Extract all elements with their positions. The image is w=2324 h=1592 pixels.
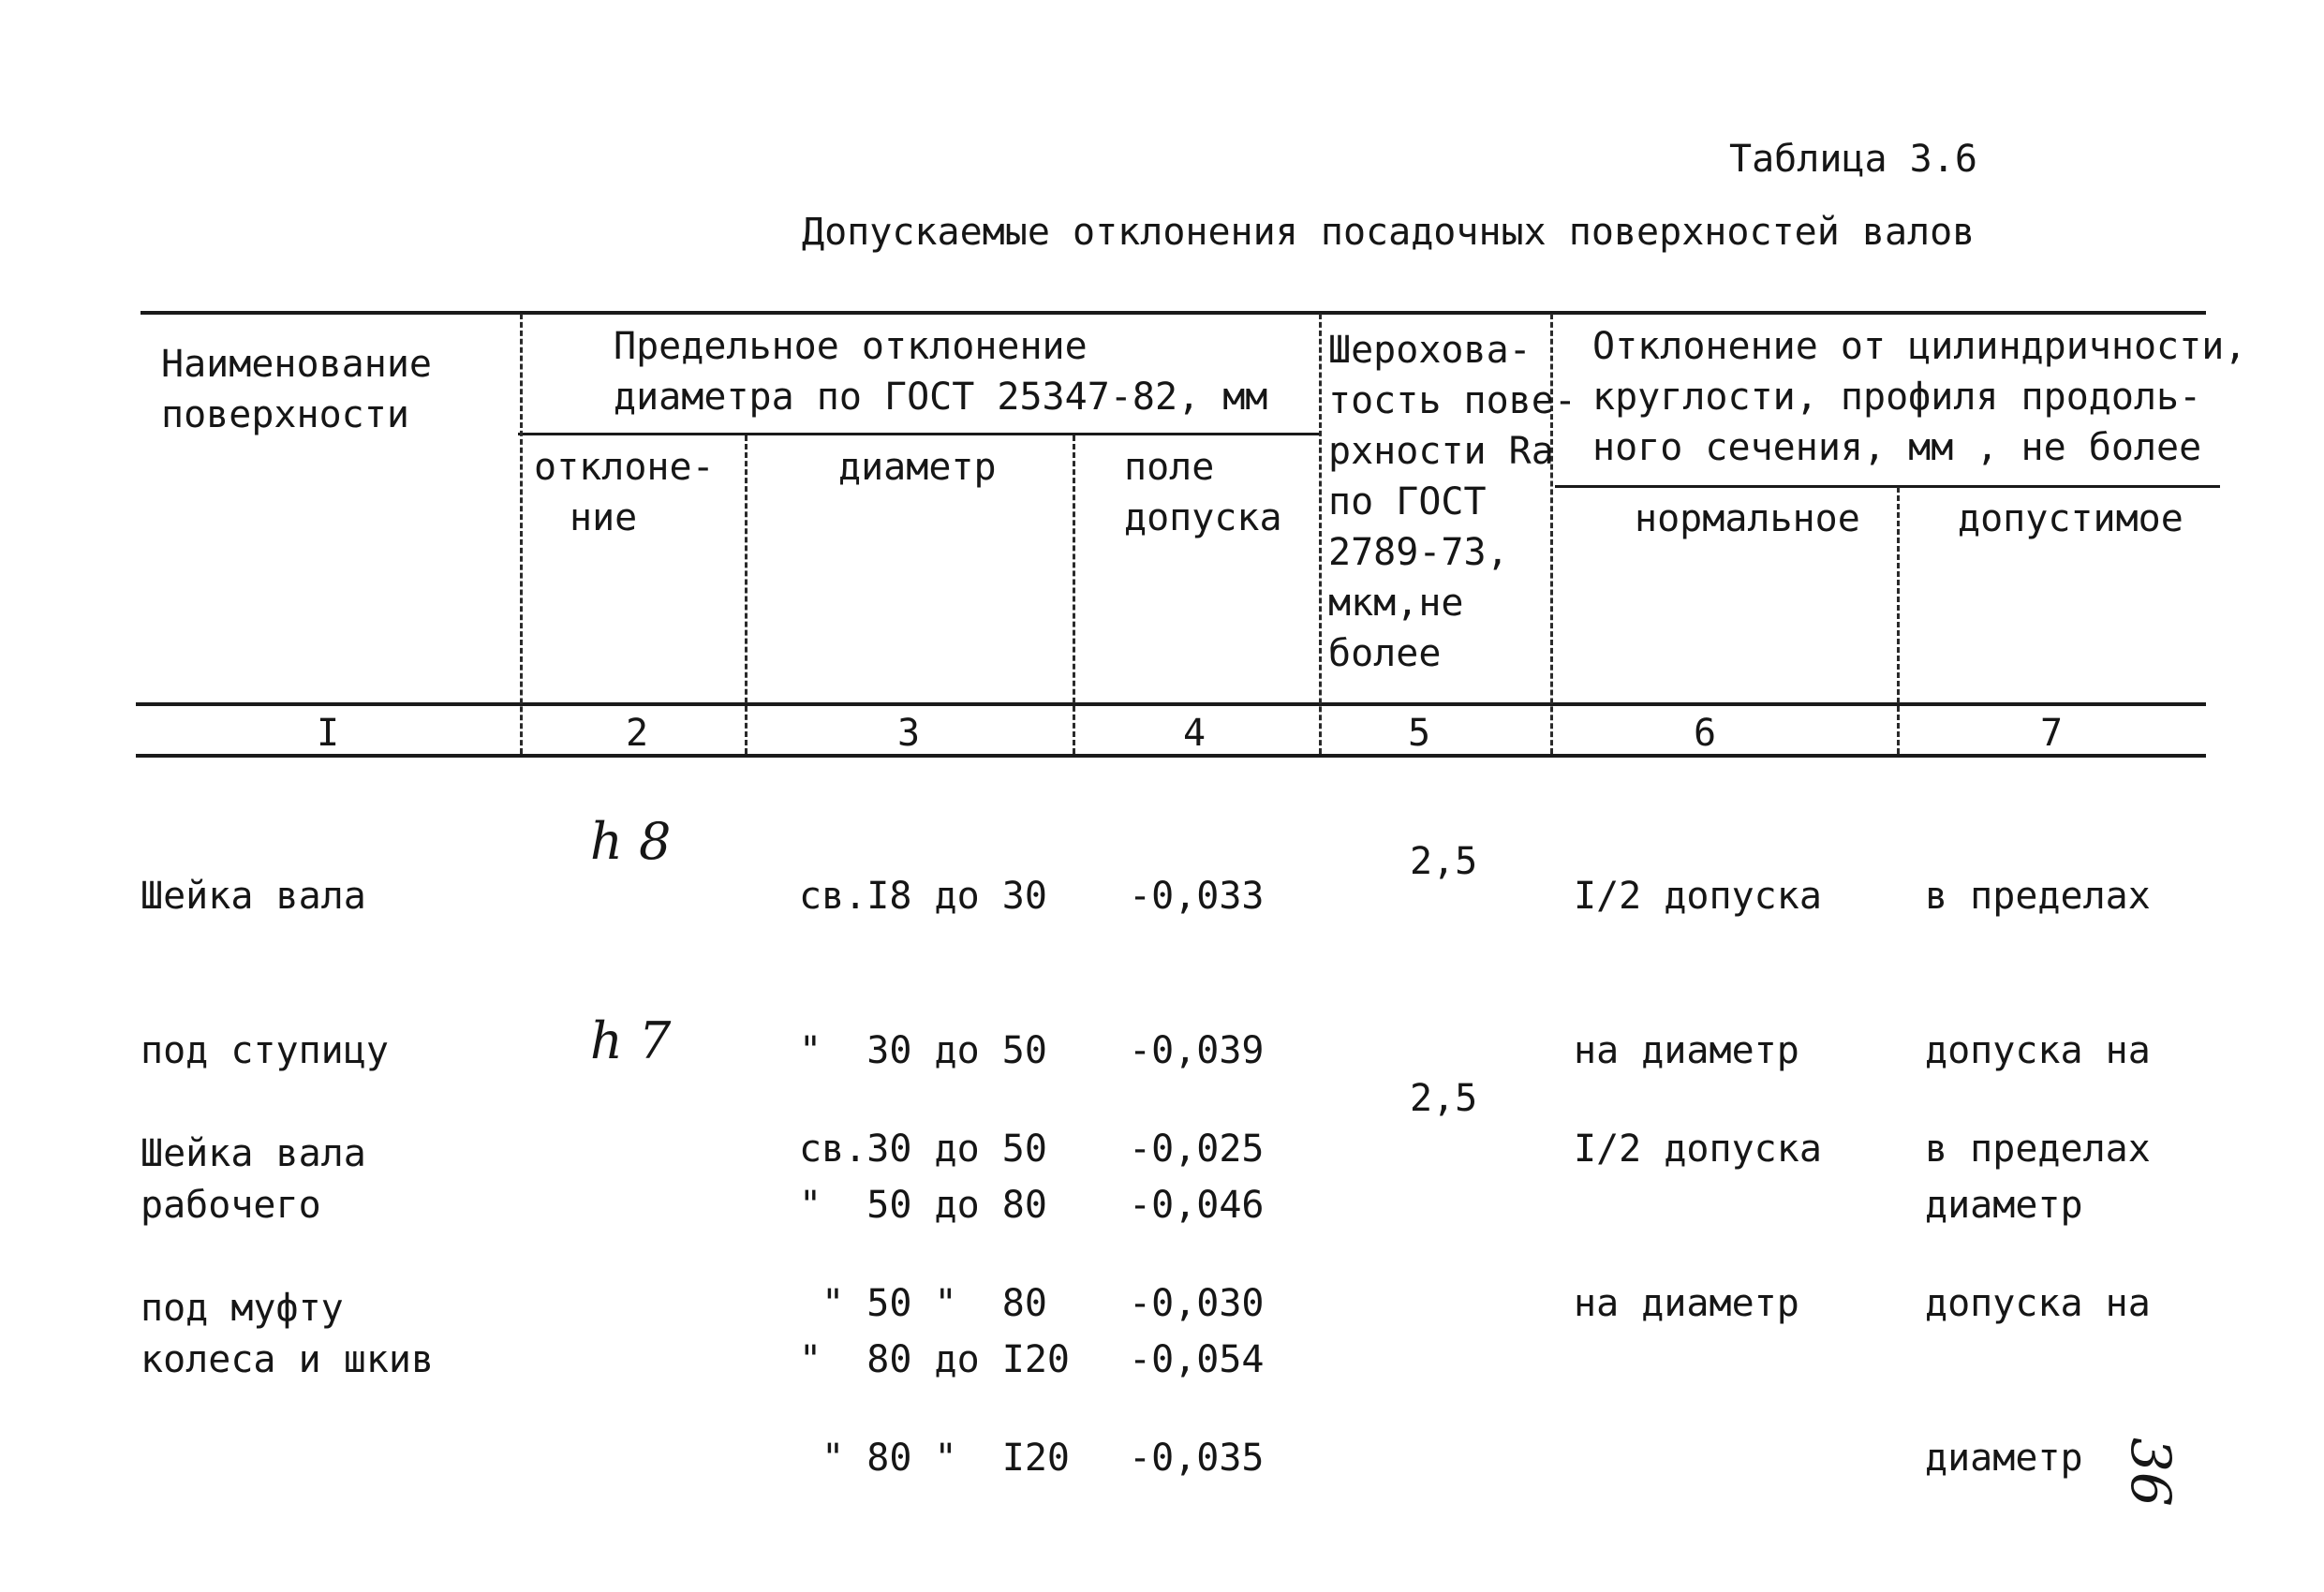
separator-col4: [1319, 314, 1322, 754]
cell-line: -0,054: [1129, 1338, 1265, 1381]
separator-col6: [1897, 487, 1900, 754]
cell-line: допуска на: [1925, 1029, 2151, 1072]
column-number: 2: [625, 712, 649, 755]
header-tolerance-field: [1124, 442, 1282, 543]
table-row-2-name: [141, 1025, 366, 1386]
header-normal: нормальное: [1635, 497, 1860, 540]
header-cylindricity-group: [1592, 321, 2247, 473]
table-row-1-roughness: 2,5: [1410, 840, 1478, 883]
table-top-rule: [141, 311, 2206, 315]
cell-line: в пределах: [1925, 875, 2151, 918]
cell-line: под муфту: [141, 1287, 344, 1330]
header-line: 2789-73,: [1328, 531, 1509, 574]
header-line: поле: [1124, 446, 1215, 489]
header-line: ного сечения, мм , не более: [1592, 426, 2202, 469]
header-line: Отклонение от цилиндричности,: [1592, 325, 2247, 368]
column-number: 7: [2039, 712, 2064, 755]
cell-line: допуска на: [1925, 1282, 2151, 1325]
column-number: I: [316, 712, 340, 755]
table-row-2-deviation: h 7: [590, 1011, 672, 1070]
cell-line: " 30 до 50: [799, 1029, 1047, 1072]
cell-line: диаметр: [1925, 1437, 2083, 1480]
header-line: Шерохова-: [1328, 329, 1532, 372]
cell-line: в пределах: [1925, 1128, 2151, 1171]
cylindricity-group-rule: [1555, 485, 2220, 488]
cell-line: -0,039: [1129, 1029, 1265, 1072]
header-line: круглости, профиля продоль-: [1592, 376, 2202, 419]
cell-line: I/2 допуска: [1574, 875, 1822, 918]
table-caption: Допускаемые отклонения посадочных поверхностей валов: [802, 211, 1976, 254]
column-number: 3: [896, 712, 921, 755]
cell-line: -0,025: [1129, 1128, 1265, 1171]
table-label: Таблица 3.6: [1729, 138, 1977, 181]
header-deviation-group: [614, 321, 1267, 422]
cell-line: -0,030: [1129, 1282, 1265, 1325]
header-line: рхности Ra: [1328, 430, 1554, 473]
header-line: тость пове-: [1328, 379, 1576, 422]
cell-line: колеса и шкив: [141, 1338, 435, 1381]
column-number: 6: [1693, 712, 1717, 755]
page-number: 36: [2119, 1437, 2183, 1507]
cell-line: диаметр: [1925, 1184, 2083, 1227]
header-line: допуска: [1124, 496, 1282, 539]
column-numbers-rule: [136, 754, 2206, 758]
cell-line: " 50 " 80: [799, 1282, 1047, 1325]
header-roughness: [1328, 325, 1576, 679]
cell-line: св.30 до 50: [799, 1128, 1047, 1171]
header-surface-name: [161, 339, 432, 440]
header-line: поверхности: [161, 393, 409, 436]
deviation-group-rule: [518, 433, 1319, 435]
header-line: более: [1328, 632, 1442, 675]
cell-line: " 80 " I20: [799, 1437, 1070, 1480]
cell-line: Шейка вала: [141, 875, 366, 918]
table-row-1-deviation: h 8: [590, 812, 672, 871]
cell-line: I/2 допуска: [1574, 1128, 1822, 1171]
cell-line: св.I8 до 30: [799, 875, 1047, 918]
header-line: отклоне-: [534, 446, 715, 489]
column-number: 5: [1407, 712, 1431, 755]
header-line: Наименование: [161, 343, 432, 386]
table-row-2-normal: [1574, 1021, 1822, 1381]
header-deviation: [534, 442, 715, 543]
header-bottom-rule: [136, 702, 2206, 706]
cell-line: " 80 до I20: [799, 1338, 1070, 1381]
header-line: ние: [570, 496, 638, 539]
header-line: Предельное отклонение: [614, 325, 1088, 368]
column-number: 4: [1182, 712, 1206, 755]
cell-line: " 50 до 80: [799, 1184, 1047, 1227]
header-line: по ГОСТ: [1328, 480, 1487, 523]
table-row-2-diameters: [799, 1021, 1070, 1536]
separator-col3: [1073, 435, 1075, 754]
cell-line: Шейка вала: [141, 1132, 366, 1175]
separator-col1: [520, 314, 523, 754]
separator-col2: [745, 435, 748, 754]
header-line: мкм,не: [1328, 582, 1464, 625]
cell-line: -0,033: [1129, 875, 1265, 918]
header-allowed: допустимое: [1958, 497, 2183, 540]
cell-line: на диаметр: [1574, 1282, 1799, 1325]
cell-line: под ступицу: [141, 1029, 389, 1072]
table-row-2-roughness: 2,5: [1410, 1077, 1478, 1120]
cell-line: на диаметр: [1574, 1029, 1799, 1072]
header-diameter: диаметр: [838, 446, 997, 489]
cell-line: рабочего: [141, 1184, 321, 1227]
header-line: диаметра по ГОСТ 25347-82, мм: [614, 376, 1268, 419]
table-row-2-allowed: [1925, 1021, 2151, 1536]
cell-line: -0,046: [1129, 1184, 1265, 1227]
table-row-2-tolerances: [1129, 1021, 1265, 1536]
cell-line: -0,035: [1129, 1437, 1265, 1480]
